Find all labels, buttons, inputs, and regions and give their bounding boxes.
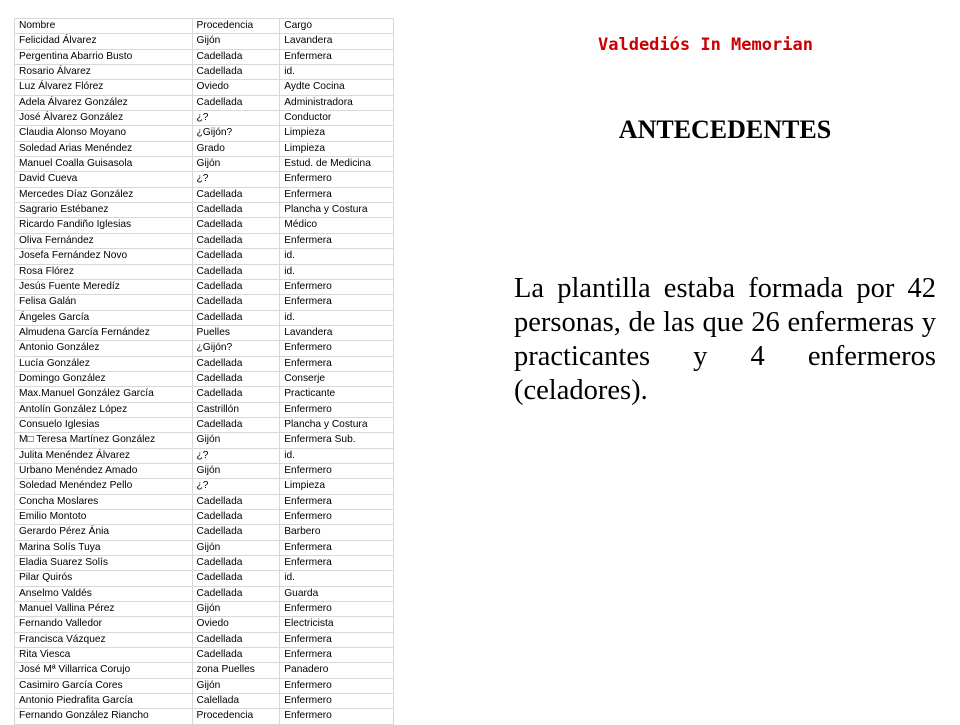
table-row [15,95,394,110]
cell-name: Fernando Valledor [15,617,193,632]
cell-role: id. [280,65,394,80]
cell-role: Barbero [280,525,394,540]
cell-role: Plancha y Costura [280,203,394,218]
cell-name: Antonio González [15,341,193,356]
table-row [15,233,394,248]
cell-origin: Gijón [192,678,280,693]
cell-name: Luz Álvarez Flórez [15,80,193,95]
cell-name: Felicidad Álvarez [15,34,193,49]
table-row [15,157,394,172]
table-row [15,479,394,494]
site-title: Valdediós In Memorian [598,35,813,55]
cell-name: Domingo González [15,371,193,386]
table-row [15,111,394,126]
cell-origin: Oviedo [192,80,280,95]
cell-origin: Cadellada [192,417,280,432]
table-row [15,709,394,724]
cell-name: Claudia Alonso Moyano [15,126,193,141]
table-row [15,602,394,617]
cell-role: Enfermero [280,341,394,356]
cell-role: Enfermero [280,678,394,693]
cell-name: Antolín González López [15,402,193,417]
cell-name: Manuel Coalla Guisasola [15,157,193,172]
table-row [15,463,394,478]
cell-role: Panadero [280,663,394,678]
cell-origin: ¿Gijón? [192,341,280,356]
cell-origin: Puelles [192,325,280,340]
cell-role: Guarda [280,586,394,601]
cell-name: Eladia Suarez Solís [15,556,193,571]
staff-table [14,18,394,725]
cell-name: José Mª Villarrica Corujo [15,663,193,678]
cell-role: Enfermera [280,648,394,663]
cell-origin: Cadellada [192,632,280,647]
cell-role: Lavandera [280,34,394,49]
cell-origin: Procedencia [192,709,280,724]
cell-role: Enfermera [280,632,394,647]
cell-origin: Cadellada [192,233,280,248]
cell-role: id. [280,571,394,586]
cell-name: Adela Álvarez González [15,95,193,110]
table-row [15,65,394,80]
cell-role: Enfermero [280,510,394,525]
cell-name: Josefa Fernández Novo [15,249,193,264]
cell-name: Emilio Montoto [15,510,193,525]
cell-origin: Gijón [192,540,280,555]
cell-origin: Cadellada [192,203,280,218]
cell-name: Pergentina Abarrio Busto [15,49,193,64]
table-row [15,494,394,509]
cell-role: Enfermero [280,463,394,478]
cell-role: Estud. de Medicina [280,157,394,172]
cell-origin: Cadellada [192,249,280,264]
table-row [15,663,394,678]
cell-origin: Gijón [192,157,280,172]
cell-name: Soledad Arias Menéndez [15,141,193,156]
table-row [15,80,394,95]
cell-origin: ¿? [192,172,280,187]
cell-origin: Oviedo [192,617,280,632]
cell-role: id. [280,249,394,264]
cell-origin: Cadellada [192,264,280,279]
column-header-role: Cargo [280,19,394,34]
cell-name: Jesús Fuente Meredíz [15,279,193,294]
cell-name: Manuel Vallina Pérez [15,602,193,617]
cell-origin: Gijón [192,34,280,49]
table-row [15,632,394,647]
cell-origin: Cadellada [192,648,280,663]
cell-role: Enfermero [280,694,394,709]
cell-name: Urbano Menéndez Amado [15,463,193,478]
table-row [15,617,394,632]
table-row [15,371,394,386]
cell-name: Rosario Álvarez [15,65,193,80]
table-row [15,279,394,294]
table-row [15,264,394,279]
cell-name: David Cueva [15,172,193,187]
cell-name: Consuelo Iglesias [15,417,193,432]
cell-role: Limpieza [280,141,394,156]
cell-origin: Cadellada [192,556,280,571]
cell-name: Gerardo Pérez Ánia [15,525,193,540]
table-row [15,49,394,64]
section-heading: ANTECEDENTES [618,115,832,144]
cell-name: Anselmo Valdés [15,586,193,601]
table-row [15,34,394,49]
table-row [15,417,394,432]
cell-origin: Cadellada [192,571,280,586]
table-row [15,341,394,356]
cell-role: Enfermera [280,233,394,248]
cell-origin: Castrillón [192,402,280,417]
cell-origin: Cadellada [192,310,280,325]
cell-name: Almudena García Fernández [15,325,193,340]
table-row [15,249,394,264]
cell-role: Practicante [280,387,394,402]
cell-role: Enfermero [280,709,394,724]
column-header-origin: Procedencia [192,19,280,34]
cell-name: Francisca Vázquez [15,632,193,647]
cell-role: Limpieza [280,479,394,494]
cell-role: Enfermera [280,494,394,509]
table-row [15,433,394,448]
cell-name: Rosa Flórez [15,264,193,279]
cell-role: Plancha y Costura [280,417,394,432]
table-row [15,525,394,540]
cell-origin: Cadellada [192,371,280,386]
cell-role: id. [280,310,394,325]
cell-origin: ¿? [192,448,280,463]
table-row [15,325,394,340]
table-row [15,510,394,525]
cell-origin: Grado [192,141,280,156]
table-row [15,187,394,202]
table-row [15,203,394,218]
cell-origin: Cadellada [192,187,280,202]
cell-role: id. [280,448,394,463]
table-header-row [15,19,394,34]
cell-role: Enfermero [280,279,394,294]
table-row [15,586,394,601]
table-row [15,310,394,325]
cell-role: id. [280,264,394,279]
cell-origin: Cadellada [192,49,280,64]
cell-origin: Gijón [192,602,280,617]
cell-name: Max.Manuel González García [15,387,193,402]
cell-role: Enfermera [280,49,394,64]
cell-origin: Calellada [192,694,280,709]
cell-origin: Cadellada [192,65,280,80]
cell-name: Casimiro García Cores [15,678,193,693]
cell-origin: Cadellada [192,218,280,233]
cell-role: Enfermera [280,540,394,555]
table-row [15,218,394,233]
table-row [15,295,394,310]
cell-role: Administradora [280,95,394,110]
cell-origin: Cadellada [192,510,280,525]
table-row [15,356,394,371]
cell-role: Médico [280,218,394,233]
cell-role: Enfermera [280,187,394,202]
table-row [15,172,394,187]
cell-name: Lucía González [15,356,193,371]
table-row [15,694,394,709]
cell-role: Enfermera [280,356,394,371]
table-row [15,448,394,463]
table-row [15,387,394,402]
cell-name: Marina Solís Tuya [15,540,193,555]
cell-name: Sagrario Estébanez [15,203,193,218]
cell-role: Enfermero [280,602,394,617]
cell-origin: zona Puelles [192,663,280,678]
table-row [15,126,394,141]
cell-name: Ricardo Fandiño Iglesias [15,218,193,233]
cell-origin: Cadellada [192,295,280,310]
cell-name: Julita Menéndez Álvarez [15,448,193,463]
cell-role: Conserje [280,371,394,386]
cell-origin: Gijón [192,463,280,478]
cell-origin: Cadellada [192,586,280,601]
cell-origin: ¿Gijón? [192,126,280,141]
table-row [15,648,394,663]
cell-origin: Cadellada [192,525,280,540]
cell-name: Mercedes Díaz González [15,187,193,202]
cell-origin: Gijón [192,433,280,448]
cell-role: Enfermera [280,295,394,310]
table-row [15,556,394,571]
cell-name: Antonio Piedrafita García [15,694,193,709]
cell-role: Lavandera [280,325,394,340]
cell-role: Limpieza [280,126,394,141]
table-row [15,141,394,156]
cell-origin: Cadellada [192,387,280,402]
cell-origin: ¿? [192,479,280,494]
cell-role: Enfermera Sub. [280,433,394,448]
cell-name: Concha Moslares [15,494,193,509]
body-paragraph: La plantilla estaba formada por 42 personas, de las que 26 enfermeras y practicantes y 4 enfermeros (celadores). [514,273,936,406]
cell-origin: Cadellada [192,356,280,371]
table-row [15,540,394,555]
cell-name: Felisa Galán [15,295,193,310]
cell-name: Fernando González Riancho [15,709,193,724]
cell-origin: ¿? [192,111,280,126]
cell-name: M□ Teresa Martínez González [15,433,193,448]
cell-origin: Cadellada [192,95,280,110]
cell-name: Rita Viesca [15,648,193,663]
cell-name: Oliva Fernández [15,233,193,248]
cell-role: Enfermera [280,556,394,571]
cell-name: Soledad Menéndez Pello [15,479,193,494]
cell-role: Enfermero [280,402,394,417]
cell-name: Pilar Quirós [15,571,193,586]
cell-role: Aydte Cocina [280,80,394,95]
table-row [15,571,394,586]
cell-origin: Cadellada [192,279,280,294]
cell-role: Electricista [280,617,394,632]
table-row [15,402,394,417]
staff-table-body [15,34,394,724]
cell-name: Ángeles García [15,310,193,325]
cell-origin: Cadellada [192,494,280,509]
table-row [15,678,394,693]
cell-name: José Álvarez González [15,111,193,126]
cell-role: Enfermero [280,172,394,187]
column-header-name: Nombre [15,19,193,34]
cell-role: Conductor [280,111,394,126]
